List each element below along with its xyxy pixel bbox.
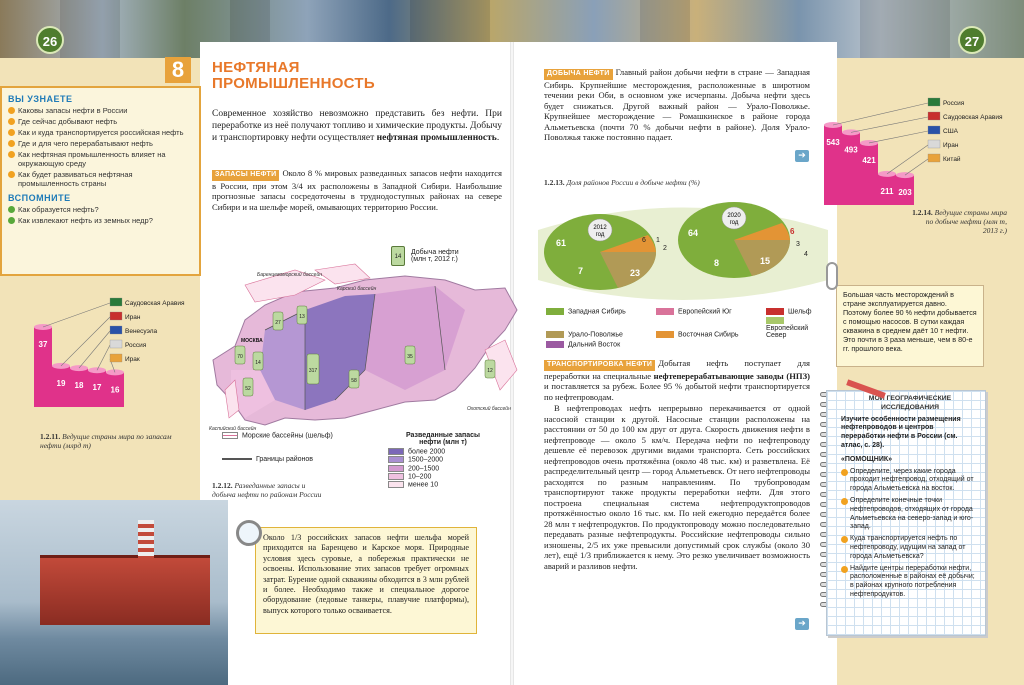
reserves-scale: Разведанные запасы нефти (млн т) более 2000 1500–2000 200–1500 10–200 менее 10 (378, 432, 508, 490)
reserves-scale-item: 200–1500 (388, 465, 508, 472)
share-legend-item: Урало-Поволжье (546, 331, 656, 338)
reserves-scale-item: менее 10 (388, 481, 508, 488)
bar-body (824, 125, 842, 205)
bar-value: 16 (110, 385, 120, 395)
share-swatch (656, 308, 674, 315)
reserves-label: ЗАПАСЫ НЕФТИ (212, 170, 279, 181)
v2012: 23 (630, 268, 641, 278)
leader-line (851, 117, 928, 132)
share-swatch (766, 308, 784, 315)
year-2012-line2: год (595, 232, 605, 238)
bar-value: 17 (92, 383, 102, 393)
reserves-swatch (388, 481, 404, 488)
page-number-left: 26 (36, 26, 64, 54)
intro-paragraph: Современное хозяйство невозможно представить без нефти. При переработке из неё получают топливо и химические продукты. Добычу и транспортировку нефти осуществляет нефтяная промышленность. (212, 109, 502, 143)
share-chart (538, 190, 828, 305)
v2020: 4 (804, 251, 808, 258)
bar-value: 543 (826, 138, 840, 147)
leader-line (43, 303, 110, 327)
share-legend-item: Дальний Восток (546, 341, 656, 348)
deposits-note: Большая часть месторождений в стране эксплуатируется давно. Поэтому более 90 % нефти добывается с помощью насосов. В сутки каждая скважина в среднем даёт 10 т нефти. Это почти в 3 раза меньше, чем в 80-е гг. прошлого века. (836, 285, 984, 367)
bar-value: 37 (38, 340, 48, 349)
v2012: 6 (642, 237, 646, 244)
v2020: 3 (796, 241, 800, 248)
share-legend-item: Европейский Север (766, 317, 826, 338)
transport-label: ТРАНСПОРТИРОВКА НЕФТИ (544, 360, 655, 371)
research-item: Найдите центры переработки нефти, расположенные в районах её добычи; в районах крупного потребления нефтепродуктов. (841, 565, 979, 600)
bar-value: 493 (844, 145, 858, 155)
v2020: 64 (688, 228, 699, 238)
flag-icon (110, 340, 122, 348)
year-2020-line1: 2020 (727, 213, 741, 219)
bar (896, 154, 961, 205)
flag-icon (928, 140, 940, 148)
year-2020-line2: год (729, 220, 739, 226)
reserves-swatch (388, 448, 404, 455)
country-label: Иран (943, 142, 959, 149)
transport-paragraph: ТРАНСПОРТИРОВКА НЕФТИ Добытая нефть поступает для переработки на специальные нефтеперерабатывающие заводы (НПЗ) и поставляется за рубеж. Более 95 % добытой нефти транспортируется по нефтепроводам. В нефтепроводах нефть непрерывно перекачивается от одной насосной станции к другой. Насосные станции расположены на расстоянии от 50 до 100 км друг от друга. Скорость движения нефти в нефтепроводе — около 5 км/ч. Передача нефти по нефтепроводу дешевле её перевозок другими видами транспорта. Сеть российских нефтепроводов очень протяжённа (около 48 тыс. км) и разветвлена. Её распределительный центр — город Альметьевск. От него нефтепроводы расходятся по разным направлениям. По трубопроводам транспортируют также продукты переработки нефти. Для этого построена специальная система нефтепродуктопроводов протяжённостью около 16 тыс. км. По ней ежегодно передаётся более 28 млн т нефтепродуктов. По продуктопроводу можно последовательно передавать разные нефтепродукты. Российские нефтепроводы сильно изношены, 2/5 их уже превысили допустимый срок службы (около 30 лет), ещё 1/3 приближается к нему. Это резко увеличивает возможность аварий и разливов нефти. (544, 358, 810, 571)
share-legend-item: Западная Сибирь (546, 308, 656, 315)
bar-value: 19 (56, 378, 66, 388)
continue-arrow-2: ➔ (795, 618, 809, 630)
left-chart-caption: 1.2.11. Ведущие страны мира по запасам нефти (млрд т) (40, 432, 172, 450)
bar (106, 354, 140, 407)
map-legend-barrel: 14 Добыча нефти (млн т, 2012 г.) (391, 246, 511, 266)
learn-item: Как и куда транспортируется российская нефть (8, 128, 193, 137)
flag-icon (928, 126, 940, 134)
reserves-scale-item: 1500–2000 (388, 456, 508, 463)
research-heading: МОИ ГЕОГРАФИЧЕСКИЕ ИССЛЕДОВАНИЯ (868, 395, 952, 411)
share-swatch (546, 308, 564, 315)
bar-body (860, 143, 878, 205)
map-legend-border: Границы районов (222, 456, 313, 463)
reserves-swatch (388, 456, 404, 463)
flag-icon (928, 112, 940, 120)
research-item: Определите конечные точки нефтепроводов, отходящих от города Альметьевска на северо-запад и юго-запад. (841, 497, 979, 532)
barrel-value: 12 (487, 368, 493, 374)
country-label: Саудовская Аравия (943, 114, 1003, 121)
learn-item: Каковы запасы нефти в России (8, 106, 193, 115)
extraction-paragraph: ДОБЫЧА НЕФТИ Главный район добычи нефти в стране — Западная Сибирь. Крупнейшие месторождения, расположенные в широтном течении реки Оби, в основном уже исчерпаны. Добыча нефти здесь будет снижаться. Другой важный район — Урало-Поволжье. Крупнейшее месторождение — Ромашкинское в районе города Альметьевска (почти 70 % добычи нефти в районе). Доля Урало-Поволжья также постоянно падает. (544, 67, 810, 142)
learn-heading: ВЫ УЗНАЕТЕ (8, 94, 73, 104)
flag-icon (928, 98, 940, 106)
v2020: 6 (790, 227, 795, 236)
bar-value: 18 (74, 381, 84, 391)
bar-body (34, 327, 52, 407)
country-label: Саудовская Аравия (125, 300, 185, 307)
bar-value: 211 (880, 186, 894, 196)
country-label: Россия (125, 342, 147, 349)
flag-icon (110, 312, 122, 320)
research-item: Куда транспортируется нефть по нефтепроводу, идущим на запад от города Альметьевска? (841, 535, 979, 561)
map-label-moscow: МОСКВА (241, 338, 263, 344)
bar-top (70, 365, 88, 371)
right-chart-caption: 1.2.14. Ведущие страны мира по добыче нефти (млн т, 2013 г.) (912, 208, 1007, 235)
barrel-value: 14 (255, 360, 261, 366)
share-swatch (546, 331, 564, 338)
chapter-title: НЕФТЯНАЯ ПРОМЫШЛЕННОСТЬ (212, 59, 375, 92)
continue-arrow: ➔ (795, 150, 809, 162)
bar-top (842, 129, 860, 135)
share-swatch (546, 341, 564, 348)
v2020: 15 (760, 256, 771, 266)
reserves-scale-item: 10–200 (388, 473, 508, 480)
left-reserves-chart (30, 295, 202, 425)
v2012: 7 (578, 266, 584, 276)
barrel-value: 27 (275, 320, 281, 326)
recall-item: Как извлекают нефть из земных недр? (8, 216, 193, 225)
barrel-sample: 14 (391, 246, 405, 266)
barrel-value: 58 (351, 378, 357, 384)
learn-item: Как нефтяная промышленность влияет на окружающую среду (8, 150, 193, 168)
platform-tower (138, 520, 154, 560)
magnifier-icon (236, 520, 262, 546)
flag-icon (110, 354, 122, 362)
recall-heading: ВСПОМНИТЕ (8, 193, 71, 203)
learn-item: Где и для чего перерабатывают нефть (8, 139, 193, 148)
map-label-barents: Баренцевоморский бассейн (257, 272, 322, 278)
map-caption: 1.2.12. Разведанные запасы и добыча нефти по районам России (212, 481, 322, 499)
v2020: 8 (714, 258, 720, 268)
page-number-right: 27 (958, 26, 986, 54)
bar-value: 203 (898, 188, 912, 198)
country-label: Китай (943, 156, 961, 163)
leader-line (79, 331, 110, 368)
sea-swatch (222, 432, 238, 439)
platform-structure (40, 555, 210, 625)
research-notebook (826, 390, 986, 636)
bar-top (878, 171, 896, 177)
right-production-chart (818, 95, 1018, 210)
shelf-note: Около 1/3 российских запасов нефти шельфа морей приходится на Баренцево и Карское моря. Природные условия здесь суровые, а побережья практически не освоены. Использование этих запасов требует огромных затрат. Бурение одной скважины обходится в 3 млн рублей и более. Необходимо также и специальное дорогое оборудование (ледовые танкеры, плавучие платформы), выпуск которого только осваивается. (255, 527, 477, 634)
bar-body (842, 132, 860, 205)
country-label: Ирак (125, 356, 140, 363)
leader-line (905, 159, 928, 175)
barrel-value: 70 (237, 354, 243, 360)
barrel-value: 35 (407, 354, 413, 360)
barrel-value: 317 (308, 368, 318, 374)
extraction-label: ДОБЫЧА НЕФТИ (544, 69, 613, 80)
flag-icon (110, 298, 122, 306)
barrel-value: 13 (299, 314, 305, 320)
map-legend-sea: Морские бассейны (шельф) (222, 432, 333, 439)
share-swatch (656, 331, 674, 338)
research-item: Определите, через какие города проходит нефтепровод, отходящий от города Альметьевска на восток. (841, 468, 979, 494)
sidebar-objectives (0, 86, 201, 276)
recall-item: Как образуется нефть? (8, 205, 193, 214)
v2012: 2 (663, 245, 667, 252)
country-label: Венесуэла (125, 328, 158, 335)
learn-item: Где сейчас добывают нефть (8, 117, 193, 126)
share-legend-item: Европейский Юг (656, 308, 766, 315)
leader-line (869, 131, 928, 143)
share-legend-item: Шельф (766, 308, 826, 315)
country-label: США (943, 128, 958, 135)
reserves-swatch (388, 465, 404, 472)
map-label-okhotsk: Охотский бассейн (467, 406, 511, 412)
flag-icon (928, 154, 940, 162)
map-label-caspian: Каспийский бассейн (209, 426, 257, 432)
share-swatch (766, 317, 784, 324)
v2012: 61 (556, 238, 567, 248)
leader-line (833, 103, 928, 125)
share-legend (546, 308, 826, 350)
leader-line (887, 145, 928, 174)
map-label-kara: Карский бассейн (337, 286, 377, 292)
share-chart-caption: 1.2.13. Доля районов России в добыче нефти (%) (544, 178, 700, 187)
paperclip-icon (826, 262, 838, 290)
flag-icon (110, 326, 122, 334)
bar (878, 140, 959, 205)
bar-value: 421 (862, 155, 876, 165)
reserves-paragraph: ЗАПАСЫ НЕФТИ Около 8 % мировых разведанных запасов нефти находится в России, при этом 3/4 их расположены в Западной Сибири. Наибольшие прогнозные запасы сосредоточены в труднодоступных районах на севере Сибири и на шельфе морей, омывающих территорию России. (212, 168, 502, 212)
leader-line (61, 317, 110, 366)
share-legend-item: Восточная Сибирь (656, 331, 766, 338)
country-label: Иран (125, 314, 141, 321)
leader-line (97, 345, 110, 370)
reserves-swatch (388, 473, 404, 480)
research-helper: «ПОМОЩНИК» (841, 455, 893, 463)
chapter-number: 8 (165, 57, 191, 83)
country-label: Россия (943, 100, 965, 107)
year-2012-line1: 2012 (593, 225, 607, 231)
reserves-scale-item: более 2000 (388, 448, 508, 455)
research-task: Изучите особенности размещения нефтепроводов и центров переработки нефти в России (см. атлас, с. 28). (841, 415, 961, 449)
border-swatch (222, 458, 252, 460)
v2012: 1 (656, 237, 660, 244)
barrel-value: 52 (245, 386, 251, 392)
learn-item: Как будет развиваться нефтяная промышленность страны (8, 170, 193, 188)
